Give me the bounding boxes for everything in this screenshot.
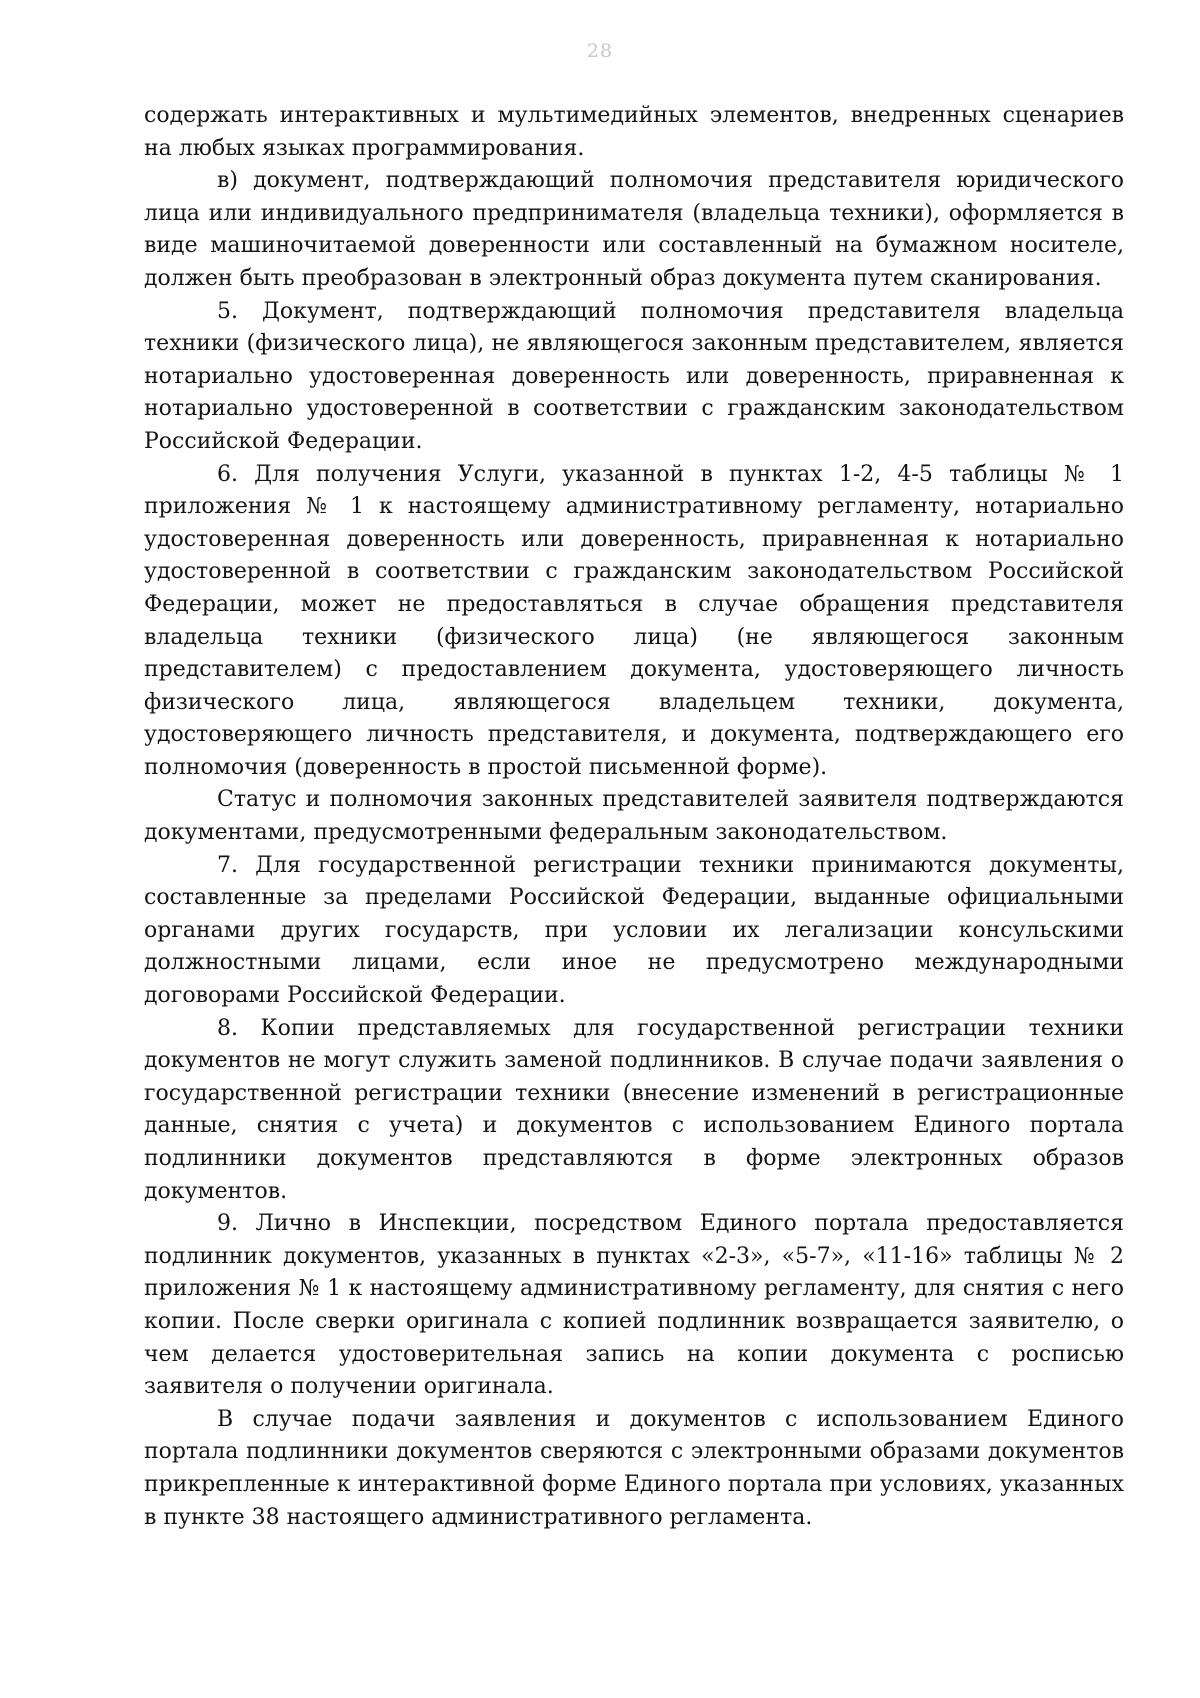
- paragraph-item-6: 6. Для получения Услуги, указанной в пунктах 1-2, 4-5 таблицы № 1 приложения № 1 к настоящему административному регламенту, нотариально удостоверенная доверенность или доверенность, приравненная к нотариально удостоверенной в соответствии с гражданским законодательством Российской Федерации, может не предоставляться в случае обращения представителя владельца техники (физического лица) (не являющегося законным представителем) с предоставлением документа, удостоверяющего личность физического лица, являющегося владельцем техники, документа, удостоверяющего личность представителя, и документа, подтверждающего его полномочия (доверенность в простой письменной форме).: [144, 461, 1124, 780]
- paragraph-item-8: 8. Копии представляемых для государственной регистрации техники документов не могут служить заменой подлинников. В случае подачи заявления о государственной регистрации техники (внесение изменений в регистрационные данные, снятия с учета) и документов с использованием Единого портала подлинники документов представляются в форме электронных образов документов.: [144, 1015, 1124, 1204]
- paragraph-item-v: в) документ, подтверждающий полномочия представителя юридического лица или индивидуального предпринимателя (владельца техники), оформляется в виде машиночитаемой доверенности или составленный на бумажном носителе, должен быть преобразован в электронный образ документа путем сканирования.: [144, 168, 1124, 291]
- paragraph-portal: В случае подачи заявления и документов с использованием Единого портала подлинники документов сверяются с электронными образами документов прикрепленные к интерактивной форме Единого портала при условиях, указанных в пункте 38 настоящего административного регламента.: [144, 1406, 1124, 1530]
- paragraph-item-5: 5. Документ, подтверждающий полномочия представителя владельца техники (физического лица), не являющегося законным представителем, является нотариально удостоверенная доверенность или доверенность, приравненная к нотариально удостоверенной в соответствии с гражданским законодательством Российской Федерации.: [144, 298, 1124, 454]
- paragraph-item-9: 9. Лично в Инспекции, посредством Единого портала предоставляется подлинник документов, указанных в пунктах «2-3», «5-7», «11-16» таблицы № 2 приложения № 1 к настоящему административному регламенту, для снятия с него копии. После сверки оригинала с копией подлинник возвращается заявителю, о чем делается удостоверительная запись на копии документа с росписью заявителя о получении оригинала.: [144, 1211, 1124, 1400]
- document-body: [144, 100, 1124, 1534]
- paragraph-status: Статус и полномочия законных представителей заявителя подтверждаются документами, предусмотренными федеральным законодательством.: [144, 787, 1124, 846]
- page-number: 28: [586, 40, 614, 62]
- paragraph-continuation: содержать интерактивных и мультимедийных элементов, внедренных сценариев на любых языках программирования.: [144, 103, 1124, 161]
- paragraph-item-7: 7. Для государственной регистрации техники принимаются документы, составленные за пределами Российской Федерации, выданные официальными органами других государств, при условии их легализации консульскими должностными лицами, если иное не предусмотрено международными договорами Российской Федерации.: [144, 852, 1124, 1009]
